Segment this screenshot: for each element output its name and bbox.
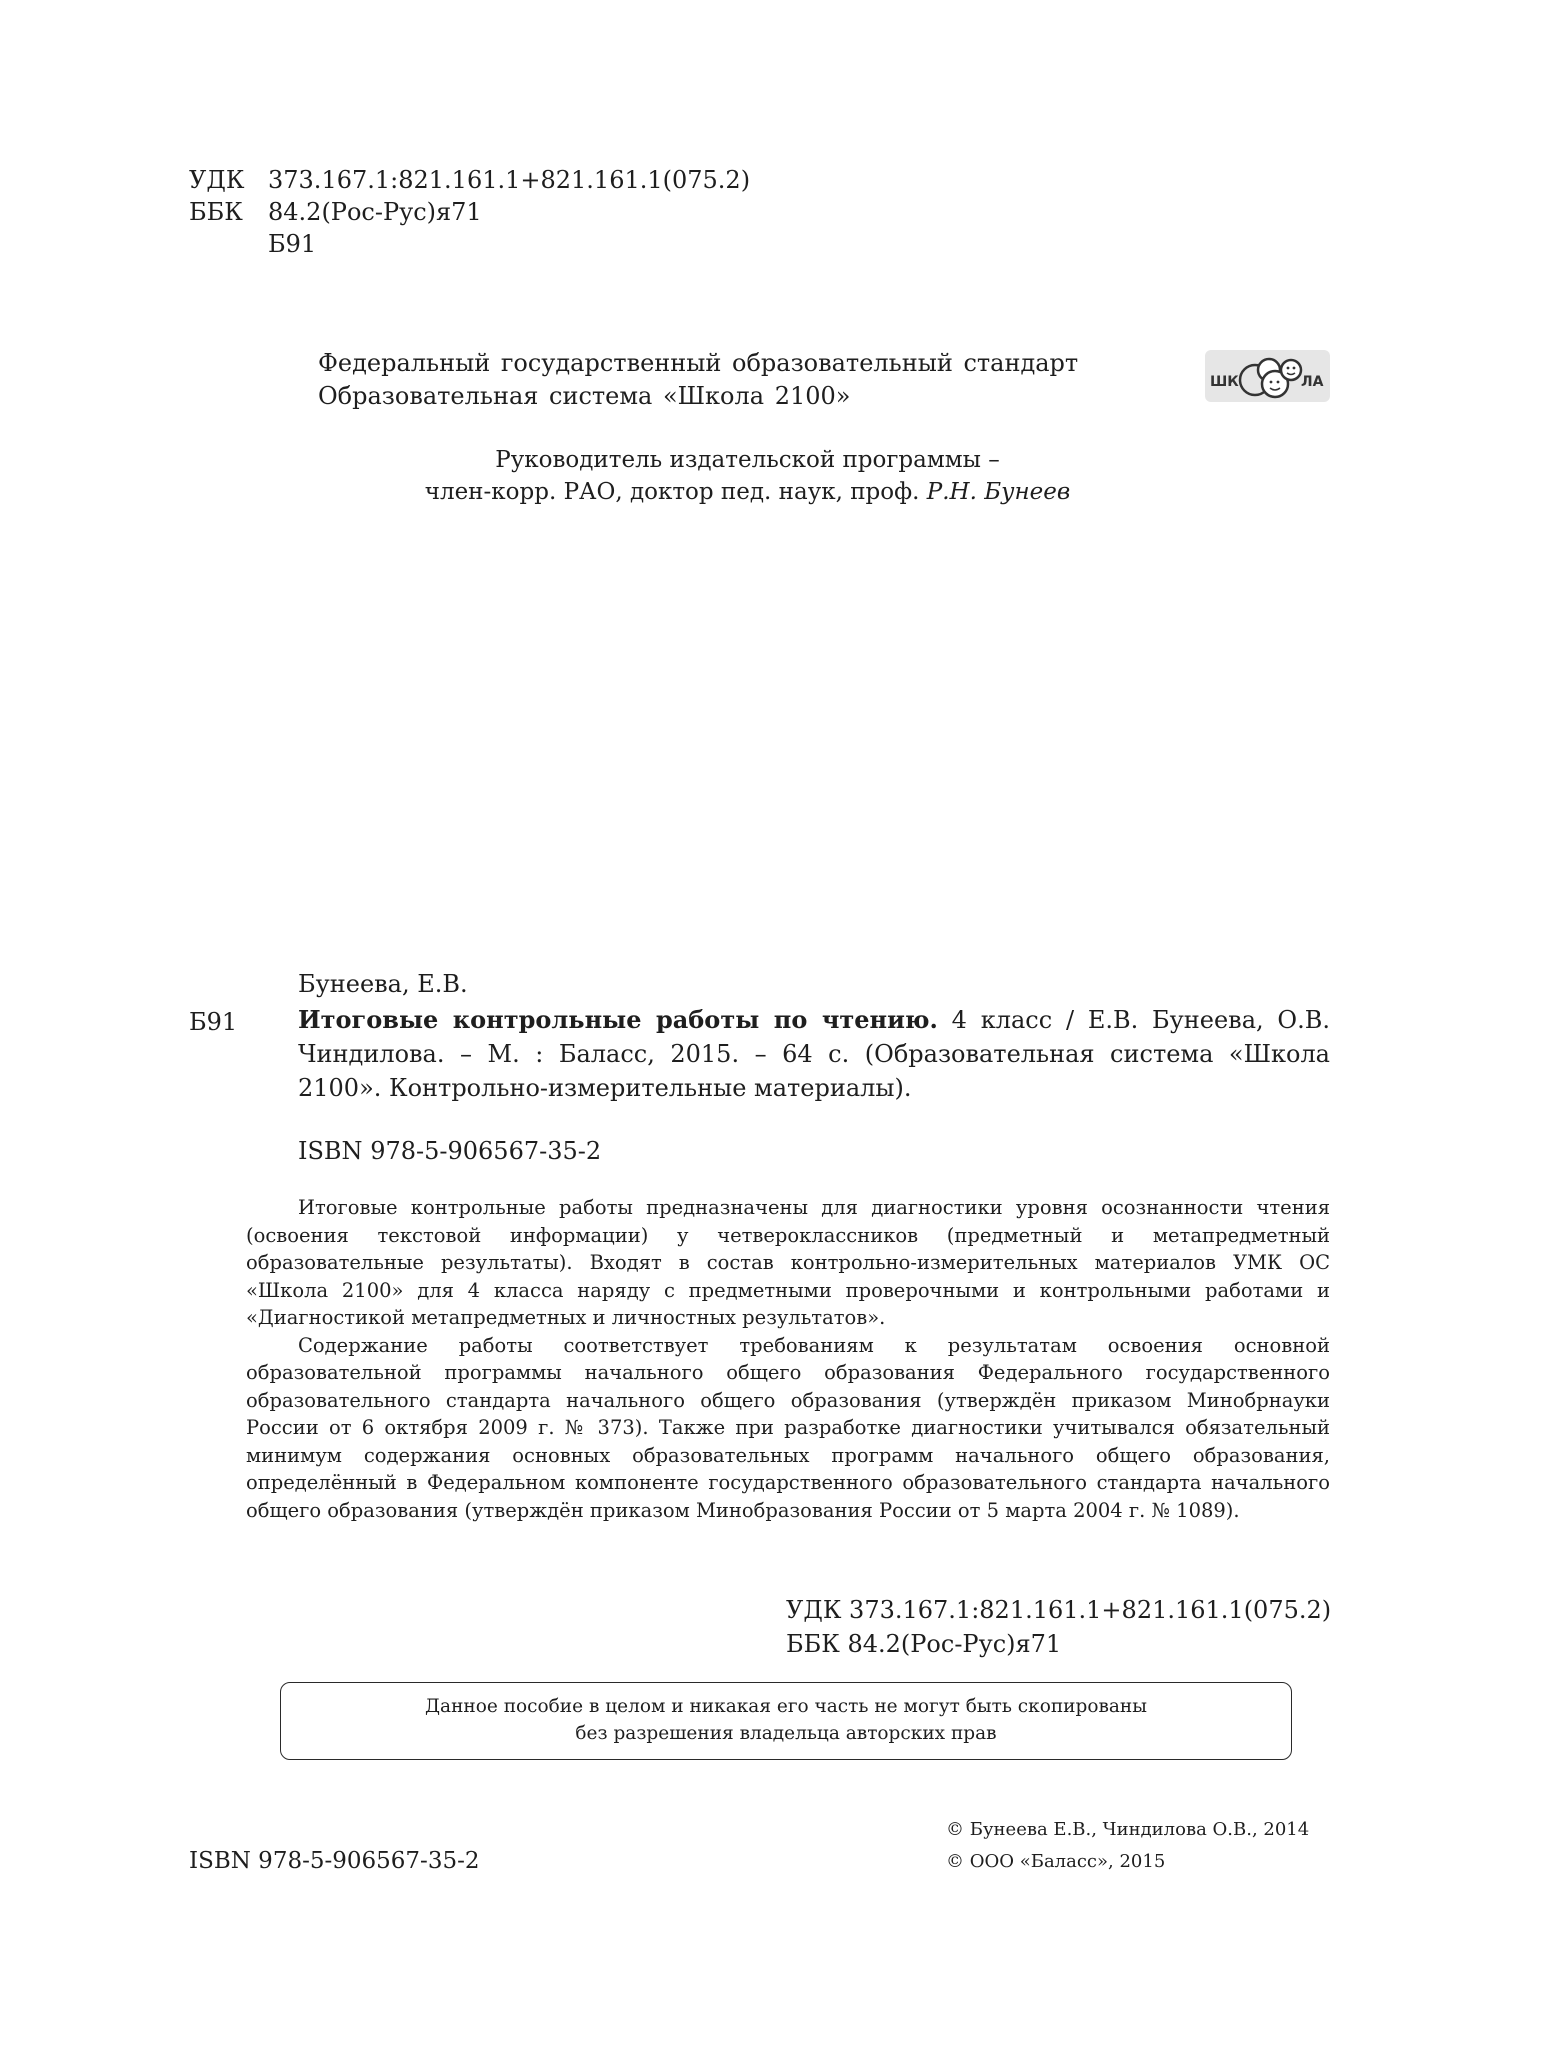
entry-author: Бунеева, Е.В. <box>298 970 468 998</box>
udk-label: УДК <box>189 166 245 194</box>
bbk-label: ББК <box>189 198 243 226</box>
copyright-notice-line-2: без разрешения владельца авторских прав <box>575 1723 997 1744</box>
entry-details: 4 класс / Е.В. Бунеева, О.В. Чиндилова. – М. : Баласс, 2015. – 64 с. (Образовательная система «Школа 2100». Контрольно-измерительные материалы). <box>298 1006 1330 1102</box>
standard-line-2: Образовательная система «Школа 2100» <box>318 382 851 410</box>
bbk-value: 84.2(Рос-Рус)я71 <box>268 198 482 226</box>
standard-line-1: Федеральный государственный образовательный стандарт <box>318 349 1079 377</box>
udk-value: 373.167.1:821.161.1+821.161.1(075.2) <box>268 166 751 194</box>
copyright-notice-line-1: Данное пособие в целом и никакая его часть не могут быть скопированы <box>425 1696 1147 1717</box>
udk-line-bottom: УДК 373.167.1:821.161.1+821.161.1(075.2) <box>786 1596 1332 1624</box>
bbk-line-bottom: ББК 84.2(Рос-Рус)я71 <box>786 1630 1062 1658</box>
footer-copyright-publisher: © ООО «Баласс», 2015 <box>946 1851 1166 1872</box>
udk-line-top <box>189 164 750 196</box>
supervisor-line-2 <box>0 477 1525 507</box>
author-code-top: Б91 <box>268 230 317 258</box>
footer-isbn: ISBN 978-5-906567-35-2 <box>189 1848 480 1874</box>
copyright-notice-box <box>280 1682 1292 1760</box>
logo-left-text: ШК <box>1210 374 1239 390</box>
entry-title: Итоговые контрольные работы по чтению. <box>298 1005 938 1034</box>
annotation-paragraph-2: Содержание работы соответствует требованиям к результатам освоения основной образовательной программы начального общего образования Федерального государственного образовательного стандарта начального общего образования (утверждён приказом Минобрнауки России от 6 октября 2009 г. № 373). Также при разработке диагностики учитывался обязательный минимум содержания основных образовательных программ начального общего образования, определённый в Федеральном компоненте государственного образовательного стандарта начального общего образования (утверждён приказом Минобразования России от 5 марта 2004 г. № 1089). <box>246 1333 1330 1522</box>
logo-right-text: ЛА <box>1301 374 1324 390</box>
supervisor-title: член-корр. РАО, доктор пед. наук, проф. <box>424 479 927 505</box>
school-2100-logo-icon <box>1205 350 1330 402</box>
entry-isbn: ISBN 978-5-906567-35-2 <box>298 1137 602 1165</box>
entry-code: Б91 <box>189 1008 238 1036</box>
entry-description <box>298 1003 1330 1105</box>
bbk-line-top <box>189 196 482 228</box>
supervisor-name: Р.Н. Бунеев <box>926 479 1071 505</box>
footer-copyright-authors: © Бунеева Е.В., Чиндилова О.В., 2014 <box>946 1819 1310 1840</box>
annotation <box>246 1194 1330 1524</box>
annotation-paragraph-1: Итоговые контрольные работы предназначены для диагностики уровня осознанности чтения (освоения текстовой информации) у четвероклассников (предметный и метапредметный образовательные результаты). Входят в состав контрольно-измерительных материалов УМК ОС «Школа 2100» для 4 класса наряду с предметными проверочными и контрольными работами и «Диагностикой метапредметных и личностных результатов». <box>246 1196 1330 1329</box>
supervisor-line-1: Руководитель издательской программы – <box>495 447 1000 473</box>
